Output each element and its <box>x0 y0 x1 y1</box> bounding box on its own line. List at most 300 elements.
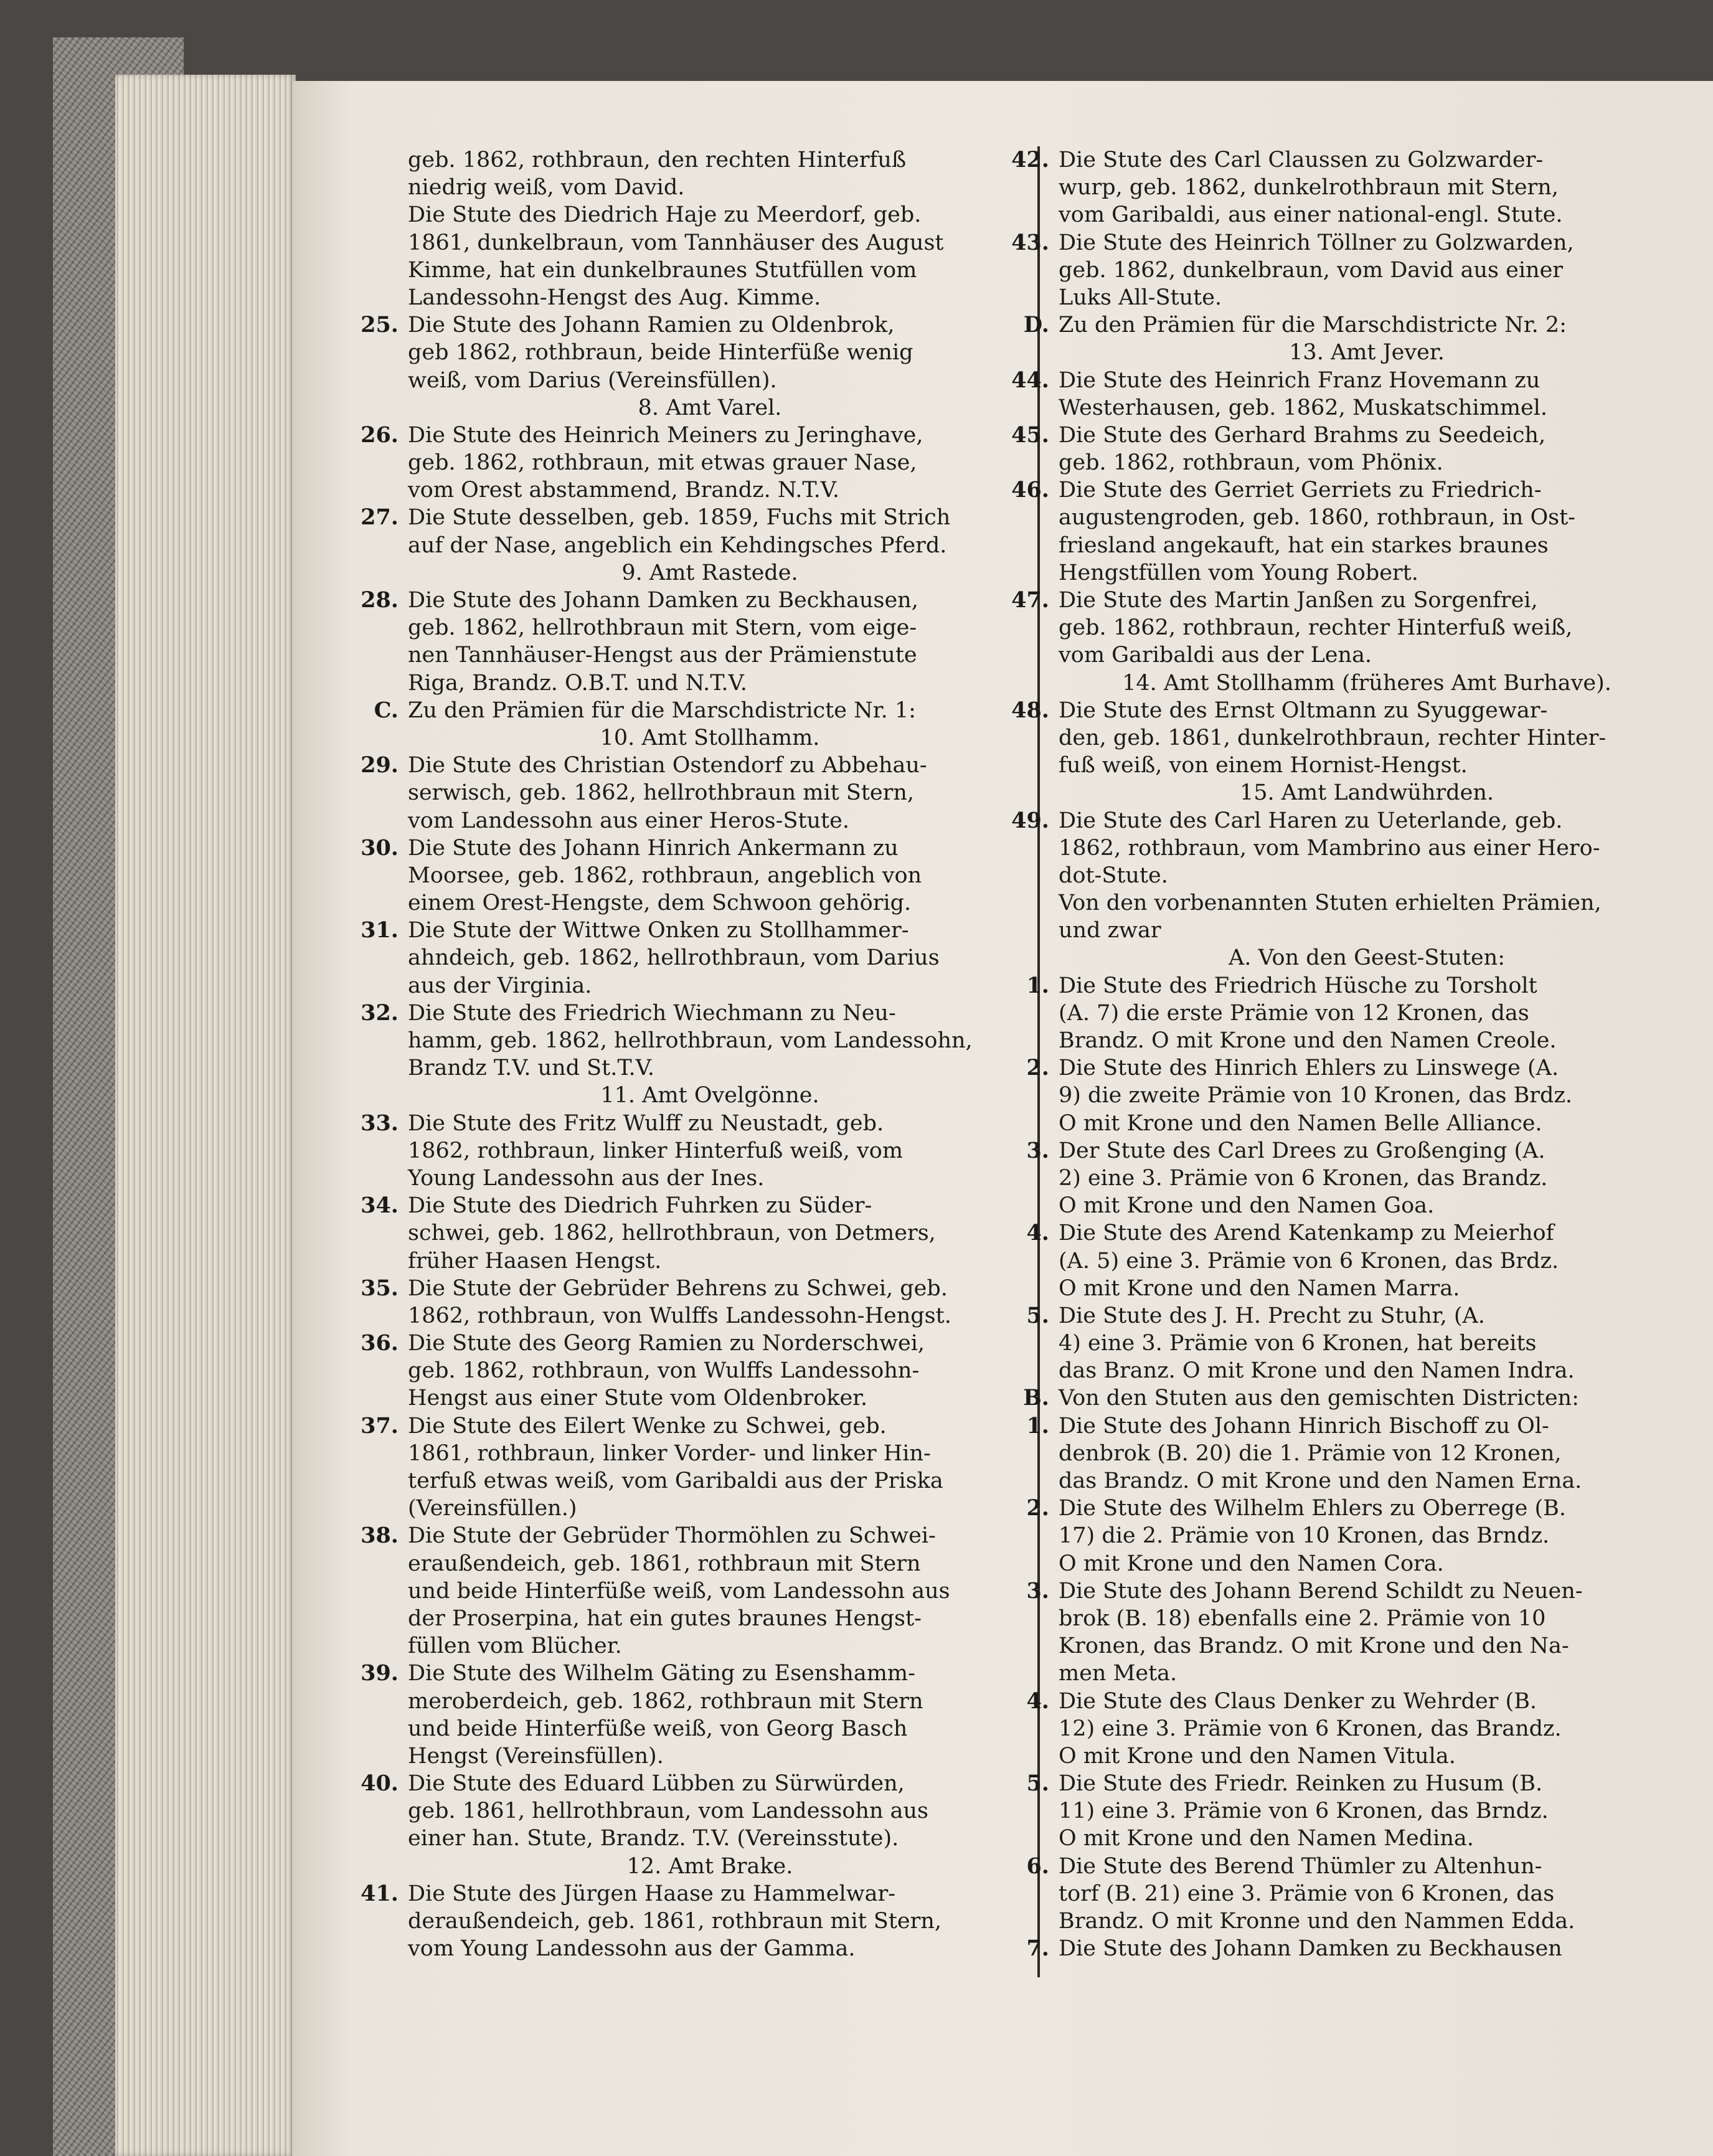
line-text: 1862, rothbraun, linker Hinterfuß weiß, vom <box>408 1138 904 1163</box>
right-text-line <box>1059 1632 1675 1660</box>
line-text: Brandz T.V. und St.T.V. <box>408 1056 654 1081</box>
line-text: Zu den Prämien für die Marschdistricte Nr. 1: <box>408 697 916 723</box>
line-text: A. Von den Geest-Stuten: <box>1228 945 1506 971</box>
line-text: einem Orest-Hengste, dem Schwoon gehörig. <box>408 891 912 916</box>
left-text-line <box>408 1853 1012 1880</box>
line-text: 1862, rothbraun, vom Mambrino aus einer Hero- <box>1059 835 1600 861</box>
left-text-line <box>408 1027 1012 1054</box>
line-text: Die Stute der Gebrüder Thormöhlen zu Schwei- <box>408 1523 936 1549</box>
line-text: O mit Krone und den Namen Goa. <box>1059 1193 1435 1219</box>
line-text: friesland angekauft, hat ein starkes braunes <box>1059 532 1549 558</box>
line-text: Die Stute des Arend Katenkamp zu Meierhof <box>1059 1221 1554 1246</box>
right-text-line <box>1011 807 1675 835</box>
line-text: Die Stute des Martin Janßen zu Sorgenfrei, <box>1059 588 1538 613</box>
entry-number: 35. <box>361 1275 399 1301</box>
line-text: 2) eine 3. Prämie von 6 Kronen, das Brandz. <box>1059 1165 1548 1191</box>
line-text: Die Stute des Christian Ostendorf zu Abbehau- <box>408 753 927 778</box>
right-text-line <box>1059 614 1675 641</box>
entry-number: 44. <box>1011 367 1049 393</box>
line-text: geb. 1862, hellrothbraun mit Stern, vom eige- <box>408 615 917 641</box>
line-text: geb. 1862, dunkelbraun, vom David aus einer <box>1059 257 1564 283</box>
left-text-line <box>408 972 1012 1000</box>
right-text-line <box>1011 422 1675 449</box>
left-text-line <box>408 1440 1012 1467</box>
line-text: Die Stute des Friedr. Reinken zu Husum (B. <box>1059 1771 1543 1797</box>
entry-number: 30. <box>361 835 399 861</box>
line-text: Die Stute des Johann Hinrich Bischoff zu Ol- <box>1059 1413 1549 1439</box>
line-text: 9) die zweite Prämie von 10 Kronen, das Brdz. <box>1059 1083 1573 1109</box>
entry-number: 41. <box>361 1880 399 1906</box>
left-text-line <box>408 1384 1012 1412</box>
entry-number: 36. <box>361 1330 399 1356</box>
line-text: Die Stute des Wilhelm Gäting zu Esenshamm- <box>408 1661 915 1686</box>
entry-number: 47. <box>1011 587 1049 613</box>
left-text-line <box>361 1522 1012 1549</box>
entry-number: 42. <box>1011 147 1049 173</box>
right-text-line <box>1011 146 1675 174</box>
line-text: vom Landessohn aus einer Heros-Stute. <box>408 808 849 833</box>
right-text-line <box>1059 1275 1675 1302</box>
line-text: vom Young Landessohn aus der Gamma. <box>408 1936 856 1962</box>
left-text-line <box>408 1688 1012 1715</box>
entry-number: 31. <box>361 917 399 943</box>
entry-number: 37. <box>361 1412 399 1439</box>
right-text-line <box>1059 449 1675 476</box>
left-text-line <box>361 752 1012 779</box>
line-text: Kronen, das Brandz. O mit Krone und den Na- <box>1059 1634 1569 1659</box>
entry-number: 6. <box>1026 1853 1049 1879</box>
line-text: vom Garibaldi, aus einer national-engl. Stute. <box>1059 202 1563 228</box>
left-text-line <box>361 1660 1012 1687</box>
right-text-line <box>1059 779 1675 806</box>
line-text: Young Landessohn aus der Ines. <box>408 1165 765 1191</box>
entry-number: 26. <box>361 422 399 448</box>
left-text-line <box>408 641 1012 669</box>
entry-number: 39. <box>361 1660 399 1686</box>
left-text-line <box>408 559 1012 587</box>
left-text-line <box>408 1577 1012 1605</box>
left-text-line <box>408 1082 1012 1109</box>
line-text: (A. 7) die erste Prämie von 12 Kronen, das <box>1059 1000 1529 1026</box>
line-text: Die Stute des Fritz Wulff zu Neustadt, geb. <box>408 1110 884 1136</box>
left-text-line <box>408 1054 1012 1082</box>
line-text: (Vereinsfüllen.) <box>408 1496 577 1521</box>
right-text-line <box>1059 559 1675 587</box>
right-text-line <box>1059 862 1675 889</box>
right-text-line <box>1059 1330 1675 1357</box>
left-text-line <box>361 917 1012 944</box>
entry-number: 29. <box>361 752 399 778</box>
left-text-line <box>408 229 1012 257</box>
right-text-line <box>1023 311 1675 339</box>
left-text-line <box>408 944 1012 972</box>
right-text-line <box>1026 1495 1675 1522</box>
right-text-line <box>1011 697 1675 724</box>
right-text-line <box>1059 1467 1675 1495</box>
left-text-line <box>408 394 1012 422</box>
page-stack-edges <box>115 75 296 2156</box>
line-text: nen Tannhäuser-Hengst aus der Prämienstute <box>408 643 917 668</box>
line-text: früher Haasen Hengst. <box>408 1248 662 1274</box>
right-text-line <box>1059 1605 1675 1632</box>
left-text-line <box>408 889 1012 917</box>
right-text-line <box>1059 724 1675 752</box>
line-text: fuß weiß, von einem Hornist-Hengst. <box>1059 753 1468 778</box>
right-text-line <box>1011 367 1675 394</box>
left-text-line <box>408 1605 1012 1632</box>
right-text-line <box>1059 1165 1675 1192</box>
right-text-line <box>1026 1577 1675 1605</box>
line-text: Die Stute des Heinrich Meiners zu Jeringhave, <box>408 422 923 448</box>
line-text: Zu den Prämien für die Marschdistricte Nr. 2: <box>1059 313 1567 338</box>
left-text-line <box>408 1219 1012 1247</box>
right-text-line <box>1059 201 1675 229</box>
entry-number: 49. <box>1011 807 1049 833</box>
line-text: Die Stute des Gerhard Brahms zu Seedeich, <box>1059 422 1546 448</box>
entry-number: 45. <box>1011 422 1049 448</box>
line-text: Moorsee, geb. 1862, rothbraun, angeblich von <box>408 863 922 888</box>
right-text-line <box>1026 1302 1675 1330</box>
entry-number: 1. <box>1026 972 1049 998</box>
line-text: Die Stute des Carl Claussen zu Golzwarder- <box>1059 148 1544 173</box>
right-text-line <box>1059 1715 1675 1742</box>
line-text: O mit Krone und den Namen Vitula. <box>1059 1743 1456 1769</box>
line-text: Die Stute des Friedrich Wiechmann zu Neu- <box>408 1000 896 1026</box>
left-text-line <box>361 311 1012 339</box>
left-text-line <box>408 807 1012 835</box>
line-text: geb. 1862, rothbraun, rechter Hinterfuß weiß, <box>1059 615 1573 641</box>
line-text: Die Stute des Claus Denker zu Wehrder (B. <box>1059 1688 1537 1714</box>
line-text: 12) eine 3. Prämie von 6 Kronen, das Brandz. <box>1059 1716 1562 1741</box>
left-text-line <box>408 201 1012 229</box>
line-text: Kimme, hat ein dunkelbraunes Stutfüllen vom <box>408 257 917 283</box>
line-text: geb. 1862, rothbraun, mit etwas grauer Nase, <box>408 450 917 476</box>
line-text: Der Stute des Carl Drees zu Großenging (A. <box>1059 1138 1545 1163</box>
line-text: 9. Amt Rastede. <box>621 560 798 585</box>
right-text-line <box>1059 504 1675 531</box>
entry-number: 4. <box>1026 1688 1049 1714</box>
line-text: das Brandz. O mit Krone und den Namen Erna. <box>1059 1468 1582 1493</box>
entry-number: 40. <box>361 1771 399 1797</box>
line-text: hamm, geb. 1862, hellrothbraun, vom Landessohn, <box>408 1028 973 1053</box>
right-text-line <box>1059 1440 1675 1467</box>
right-text-line <box>1059 1825 1675 1852</box>
left-text-line <box>361 587 1012 614</box>
right-text-line <box>1059 1550 1675 1577</box>
right-text-line <box>1026 972 1675 1000</box>
right-column <box>1011 146 1675 1962</box>
entry-number: 46. <box>1011 477 1049 503</box>
left-text-line <box>408 476 1012 504</box>
line-text: Die Stute der Gebrüder Behrens zu Schwei, geb. <box>408 1275 948 1301</box>
right-text-line <box>1059 339 1675 366</box>
line-text: serwisch, geb. 1862, hellrothbraun mit Stern, <box>408 780 914 806</box>
left-text-line <box>361 504 1012 531</box>
right-text-line <box>1059 1027 1675 1054</box>
left-text-line <box>408 174 1012 201</box>
line-text: füllen vom Blücher. <box>408 1634 622 1659</box>
right-text-line <box>1059 944 1675 972</box>
line-text: deraußendeich, geb. 1861, rothbraun mit Stern, <box>408 1909 942 1934</box>
line-text: das Branz. O mit Krone und den Namen Indra. <box>1059 1358 1575 1384</box>
entry-number: 33. <box>361 1110 399 1136</box>
line-text: 11) eine 3. Prämie von 6 Kronen, das Brndz. <box>1059 1799 1549 1824</box>
line-text: O mit Krone und den Namen Medina. <box>1059 1826 1474 1851</box>
right-text-line <box>1059 1908 1675 1935</box>
left-text-line <box>361 1412 1012 1440</box>
line-text: Hengstfüllen vom Young Robert. <box>1059 560 1418 585</box>
left-text-line <box>408 1632 1012 1660</box>
line-text: Die Stute des Ernst Oltmann zu Syuggewar- <box>1059 697 1548 723</box>
line-text: Die Stute desselben, geb. 1859, Fuchs mit Strich <box>408 505 951 531</box>
left-text-line <box>408 284 1012 311</box>
left-text-line <box>408 1165 1012 1192</box>
right-text-line <box>1059 917 1675 944</box>
line-text: Die Stute des Diedrich Fuhrken zu Süder- <box>408 1193 872 1219</box>
line-text: Die Stute des Johann Damken zu Beckhausen <box>1059 1936 1562 1962</box>
entry-number: 48. <box>1011 697 1049 723</box>
right-text-line <box>1059 641 1675 669</box>
left-text-line <box>408 1935 1012 1962</box>
left-text-line <box>361 1000 1012 1027</box>
entry-number: 32. <box>361 1000 399 1026</box>
line-text: 10. Amt Stollhamm. <box>600 725 820 750</box>
line-text: Die Stute des J. H. Precht zu Stuhr, (A. <box>1059 1303 1485 1328</box>
right-text-line <box>1059 174 1675 201</box>
right-text-line <box>1059 1797 1675 1825</box>
line-text: 1861, dunkelbraun, vom Tannhäuser des August <box>408 230 944 255</box>
right-text-line <box>1059 1110 1675 1137</box>
line-text: Westerhausen, geb. 1862, Muskatschimmel. <box>1059 395 1548 420</box>
line-text: geb. 1861, hellrothbraun, vom Landessohn aus <box>408 1799 928 1824</box>
line-text: Die Stute des Johann Ramien zu Oldenbrok, <box>408 313 895 338</box>
line-text: O mit Krone und den Namen Marra. <box>1059 1275 1460 1301</box>
left-text-line <box>361 1110 1012 1137</box>
line-text: augustengroden, geb. 1860, rothbraun, in Ost- <box>1059 505 1576 531</box>
left-text-line <box>361 1330 1012 1357</box>
line-text: und beide Hinterfüße weiß, von Georg Basch <box>408 1716 908 1741</box>
right-text-line <box>1059 1522 1675 1549</box>
right-text-line <box>1059 1880 1675 1908</box>
left-text-line <box>408 1550 1012 1577</box>
line-text: Hengst aus einer Stute vom Oldenbroker. <box>408 1386 868 1411</box>
left-text-line <box>361 1770 1012 1797</box>
right-text-line <box>1026 1935 1675 1962</box>
left-text-line <box>408 1357 1012 1384</box>
entry-number: 27. <box>361 504 399 531</box>
line-text: geb. 1862, rothbraun, den rechten Hinterfuß <box>408 148 907 173</box>
left-text-line <box>408 1742 1012 1770</box>
left-text-line <box>408 449 1012 476</box>
right-text-line <box>1011 476 1675 504</box>
line-text: und zwar <box>1059 918 1161 943</box>
entry-number: D. <box>1023 312 1049 338</box>
line-text: 14. Amt Stollhamm (früheres Amt Burhave). <box>1122 670 1612 696</box>
right-text-line <box>1059 1660 1675 1687</box>
right-text-line <box>1059 752 1675 779</box>
right-text-line <box>1026 1770 1675 1797</box>
line-text: 1861, rothbraun, linker Vorder- und linker Hin- <box>408 1440 931 1466</box>
entry-number: 5. <box>1026 1771 1049 1797</box>
left-text-line <box>408 1908 1012 1935</box>
line-text: Die Stute des Carl Haren zu Ueterlande, geb. <box>1059 808 1563 833</box>
right-text-line <box>1026 1853 1675 1880</box>
right-text-line <box>1059 1357 1675 1384</box>
entry-number: 3. <box>1026 1137 1049 1163</box>
entry-number: 3. <box>1026 1577 1049 1604</box>
line-text: brok (B. 18) ebenfalls eine 2. Prämie von 10 <box>1059 1605 1546 1631</box>
left-text-line <box>408 862 1012 889</box>
line-text: 4) eine 3. Prämie von 6 Kronen, hat bereits <box>1059 1331 1537 1356</box>
right-text-line <box>1011 229 1675 257</box>
line-text: Luks All-Stute. <box>1059 285 1222 310</box>
line-text: terfuß etwas weiß, vom Garibaldi aus der Priska <box>408 1468 943 1493</box>
right-text-line <box>1059 1000 1675 1027</box>
right-text-line <box>1026 1412 1675 1440</box>
left-text-line <box>361 422 1012 449</box>
entry-number: 38. <box>361 1523 399 1549</box>
right-text-line <box>1059 835 1675 862</box>
line-text: denbrok (B. 20) die 1. Prämie von 12 Kronen, <box>1059 1440 1562 1466</box>
line-text: 13. Amt Jever. <box>1289 340 1445 366</box>
line-text: O mit Krone und den Namen Cora. <box>1059 1551 1444 1576</box>
entry-number: 1. <box>1026 1412 1049 1439</box>
line-text: Riga, Brandz. O.B.T. und N.T.V. <box>408 670 747 696</box>
entry-number: B. <box>1023 1385 1049 1411</box>
entry-number: 5. <box>1026 1302 1049 1328</box>
entry-number: 2. <box>1026 1495 1049 1521</box>
line-text: geb. 1862, rothbraun, vom Phönix. <box>1059 450 1443 476</box>
line-text: Die Stute des Berend Thümler zu Altenhun- <box>1059 1853 1542 1879</box>
left-text-line <box>408 1137 1012 1165</box>
left-text-line <box>408 1467 1012 1495</box>
left-text-line <box>408 339 1012 366</box>
line-text: Die Stute des Wilhelm Ehlers zu Oberrege (B. <box>1059 1496 1566 1521</box>
left-text-line <box>361 1192 1012 1219</box>
line-text: Die Stute des Eduard Lübben zu Sürwürden, <box>408 1771 905 1797</box>
right-text-line <box>1011 587 1675 614</box>
entry-number: 4. <box>1026 1220 1049 1246</box>
line-text: men Meta. <box>1059 1661 1177 1686</box>
line-text: (A. 5) eine 3. Prämie von 6 Kronen, das Brdz. <box>1059 1248 1559 1274</box>
line-text: meroberdeich, geb. 1862, rothbraun mit Stern <box>408 1688 923 1714</box>
entry-number: 25. <box>361 312 399 338</box>
left-column <box>361 146 1012 1962</box>
line-text: der Proserpina, hat ein gutes braunes Hengst- <box>408 1605 922 1631</box>
line-text: Die Stute des Hinrich Ehlers zu Linswege (A. <box>1059 1056 1559 1081</box>
left-text-line <box>408 1247 1012 1275</box>
left-text-line <box>408 532 1012 559</box>
right-text-line <box>1026 1688 1675 1715</box>
right-text-line <box>1026 1219 1675 1247</box>
line-text: dot-Stute. <box>1059 863 1168 888</box>
left-text-line <box>408 1715 1012 1742</box>
line-text: einer han. Stute, Brandz. T.V. (Vereinsstute). <box>408 1826 899 1851</box>
entry-number: 28. <box>361 587 399 613</box>
line-text: schwei, geb. 1862, hellrothbraun, von Detmers, <box>408 1221 936 1246</box>
line-text: eraußendeich, geb. 1861, rothbraun mit Stern <box>408 1551 921 1576</box>
line-text: Die Stute des Friedrich Hüsche zu Torsholt <box>1059 973 1537 998</box>
line-text: Die Stute des Eilert Wenke zu Schwei, geb. <box>408 1413 887 1439</box>
left-text-line <box>408 367 1012 394</box>
line-text: ahndeich, geb. 1862, hellrothbraun, vom Darius <box>408 945 940 971</box>
line-text: Brandz. O mit Krone und den Namen Creole. <box>1059 1028 1557 1053</box>
right-text-line <box>1059 532 1675 559</box>
left-text-line <box>408 1825 1012 1852</box>
line-text: Von den vorbenannten Stuten erhielten Prämien, <box>1059 891 1602 916</box>
left-text-line <box>408 669 1012 697</box>
line-text: Die Stute des Johann Berend Schildt zu Neuen- <box>1059 1578 1583 1604</box>
line-text: 15. Amt Landwührden. <box>1239 780 1494 806</box>
right-text-line <box>1059 1742 1675 1770</box>
line-text: niedrig weiß, vom David. <box>408 175 685 201</box>
line-text: 17) die 2. Prämie von 10 Kronen, das Brndz. <box>1059 1523 1550 1549</box>
line-text: 12. Amt Brake. <box>626 1853 793 1879</box>
line-text: Die Stute der Wittwe Onken zu Stollhammer- <box>408 918 909 943</box>
line-text: vom Garibaldi aus der Lena. <box>1059 643 1372 668</box>
right-text-line <box>1026 1137 1675 1165</box>
left-text-line <box>374 697 1012 724</box>
entry-number: 7. <box>1026 1936 1049 1962</box>
line-text: geb 1862, rothbraun, beide Hinterfüße wenig <box>408 340 913 366</box>
left-text-line <box>408 1302 1012 1330</box>
left-text-line <box>408 257 1012 284</box>
left-text-line <box>408 724 1012 752</box>
left-text-line <box>408 1495 1012 1522</box>
right-text-line <box>1059 1192 1675 1219</box>
line-text: Die Stute des Johann Hinrich Ankermann zu <box>408 835 899 861</box>
entry-number: 34. <box>361 1193 399 1219</box>
line-text: Hengst (Vereinsfüllen). <box>408 1743 664 1769</box>
right-text-line <box>1059 1082 1675 1109</box>
entry-number: 43. <box>1011 229 1049 255</box>
right-text-line <box>1059 257 1675 284</box>
line-text: Landessohn-Hengst des Aug. Kimme. <box>408 285 821 310</box>
line-text: Von den Stuten aus den gemischten Districten: <box>1059 1386 1579 1411</box>
right-text-line <box>1059 284 1675 311</box>
line-text: Brandz. O mit Kronne und den Nammen Edda. <box>1059 1909 1575 1934</box>
line-text: O mit Krone und den Namen Belle Alliance. <box>1059 1110 1542 1136</box>
line-text: Die Stute des Heinrich Franz Hovemann zu <box>1059 367 1541 393</box>
right-text-line <box>1059 1247 1675 1275</box>
right-text-line <box>1023 1384 1675 1412</box>
line-text: geb. 1862, rothbraun, von Wulffs Landessohn- <box>408 1358 920 1384</box>
entry-number: 2. <box>1026 1055 1049 1081</box>
left-text-line <box>361 1275 1012 1302</box>
left-text-line <box>408 146 1012 174</box>
left-text-line <box>361 1880 1012 1908</box>
line-text: 8. Amt Varel. <box>638 395 782 420</box>
right-text-line <box>1059 669 1675 697</box>
line-text: wurp, geb. 1862, dunkelrothbraun mit Stern, <box>1059 175 1559 201</box>
line-text: Die Stute des Diedrich Haje zu Meerdorf, geb. <box>408 202 922 228</box>
left-text-line <box>408 1797 1012 1825</box>
line-text: weiß, vom Darius (Vereinsfüllen). <box>408 367 777 393</box>
line-text: Die Stute des Heinrich Töllner zu Golzwarden, <box>1059 230 1574 255</box>
line-text: Die Stute des Georg Ramien zu Norderschwei, <box>408 1331 925 1356</box>
right-text-line <box>1059 394 1675 422</box>
line-text: 11. Amt Ovelgönne. <box>600 1083 819 1109</box>
line-text: und beide Hinterfüße weiß, vom Landessohn aus <box>408 1578 950 1604</box>
line-text: torf (B. 21) eine 3. Prämie von 6 Kronen, das <box>1059 1881 1555 1906</box>
left-text-line <box>408 614 1012 641</box>
left-text-line <box>361 835 1012 862</box>
line-text: Die Stute des Jürgen Haase zu Hammelwar- <box>408 1881 896 1906</box>
line-text: den, geb. 1861, dunkelrothbraun, rechter Hinter- <box>1059 725 1607 750</box>
line-text: 1862, rothbraun, von Wulffs Landessohn-Hengst. <box>408 1303 951 1328</box>
line-text: Die Stute des Gerriet Gerriets zu Friedrich- <box>1059 478 1542 503</box>
left-text-line <box>408 779 1012 806</box>
